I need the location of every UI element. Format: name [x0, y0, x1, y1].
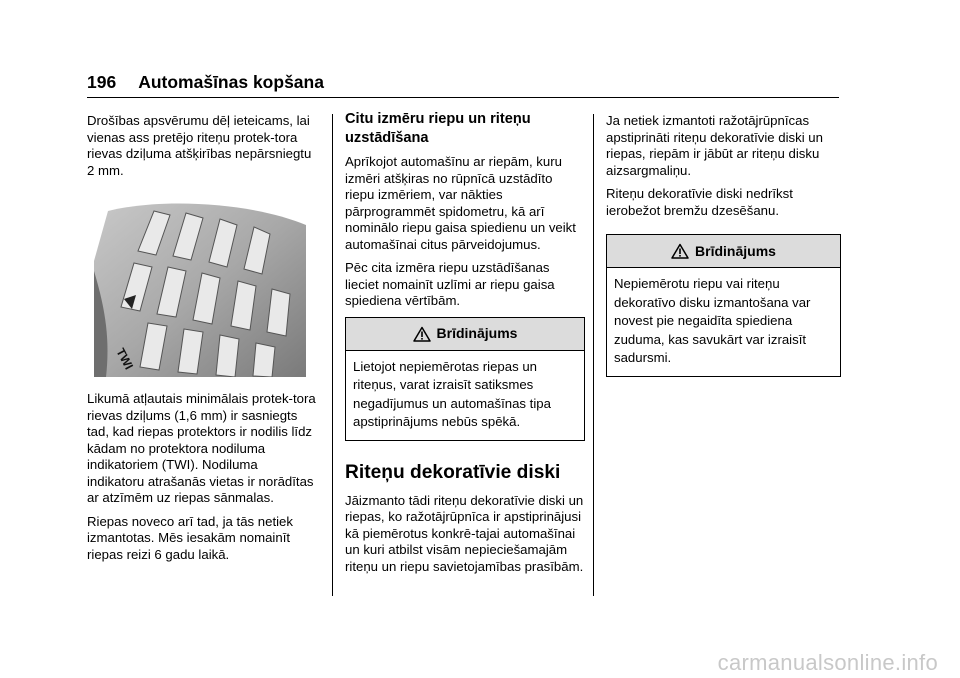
column-1: [87, 113, 317, 570]
warning-text: Nepiemērotu riepu vai riteņu dekoratīvo disku izmantošana var novest pie negaidīta spiediena zuduma, kas savukārt var izraisīt sadursmi.: [614, 276, 811, 365]
page-number: 196: [87, 72, 117, 92]
header-rule: [87, 97, 839, 98]
column-divider-1: [332, 114, 333, 596]
warning-icon: [413, 326, 431, 342]
warning-title-bar: [346, 318, 584, 351]
section-heading-other-sizes: Citu izmēru riepu un riteņu uzstādīšana: [345, 111, 531, 146]
warning-box-2: [606, 234, 841, 377]
page-header: [87, 72, 324, 93]
warning-icon: [671, 243, 689, 259]
column-3: [606, 113, 841, 377]
paragraph-pressure-label: Pēc cita izmēra riepu uzstādīšanas lieciet nomainīt uzlīmi ar riepu gaisa spiediena vērtībām.: [345, 260, 555, 308]
tire-tread-illustration: [94, 201, 306, 377]
twi-marker-label: TWI: [113, 345, 137, 372]
paragraph-rim-protector: Ja netiek izmantoti ražotājrūpnīcas apstiprināti riteņu dekoratīvie diski un riepas, riepām ir jābūt ar riteņu disku aizsargmaliņu.: [606, 113, 823, 178]
column-2: [345, 110, 585, 582]
warning-box-1: [345, 317, 585, 441]
page-title: Automašīnas kopšana: [138, 72, 324, 92]
watermark: carmanualsonline.info: [717, 650, 938, 675]
paragraph-brake-cooling: Riteņu dekoratīvie diski nedrīkst ierobežot bremžu dzesēšanu.: [606, 186, 793, 218]
paragraph-tire-aging: Riepas noveco arī tad, ja tās netiek izmantotas. Mēs iesakām nomainīt riepas reizi 6 gadu laikā.: [87, 513, 293, 562]
column-divider-2: [593, 114, 594, 596]
warning-title: Brīdinājums: [695, 242, 776, 259]
section-heading-wheel-covers: Riteņu dekoratīvie diski: [345, 461, 561, 483]
paragraph-other-sizes: Aprīkojot automašīnu ar riepām, kuru izmēri atšķiras no rūpnīcā uzstādīto riepu izmēriem, var nākties pārprogrammēt spidometru, kā arī nominālo riepu gaisa spiedienu un veikt automašīnai citus pārveidojumus.: [345, 154, 576, 252]
paragraph-min-tread-depth: Likumā atļautais minimālais protek-tora rievas dziļums (1,6 mm) ir sasniegts tad, kad riepas protektors ir nodilis līdz kādam no protektora nodiluma indikatoriem (TWI). Nodiluma indikatoru atrašanās vietas ir norādītas ar atzīmēm uz riepas sānmalas.: [87, 391, 316, 505]
warning-title: Brīdinājums: [436, 325, 518, 342]
warning-title-bar: [607, 235, 840, 268]
paragraph-tread-difference: Drošības apsvērumu dēļ ieteicams, lai vienas ass pretējo riteņu protek-tora rievas dziļuma atšķirības nepārsniegtu 2 mm.: [87, 113, 312, 178]
paragraph-wheel-covers: Jāizmanto tādi riteņu dekoratīvie diski un riepas, ko ražotājrūpnīca ir apstiprinājusi kā piemērotus konkrē-tajai automašīnai un kuri atbilst visām nepieciešamajām riteņu un riepu savietojamības prasībām.: [345, 492, 584, 574]
warning-text: Lietojot nepiemērotas riepas un riteņus, varat izraisīt satiksmes negadījumus un automašīnas tipa apstiprinājums nebūs spēkā.: [353, 358, 551, 429]
